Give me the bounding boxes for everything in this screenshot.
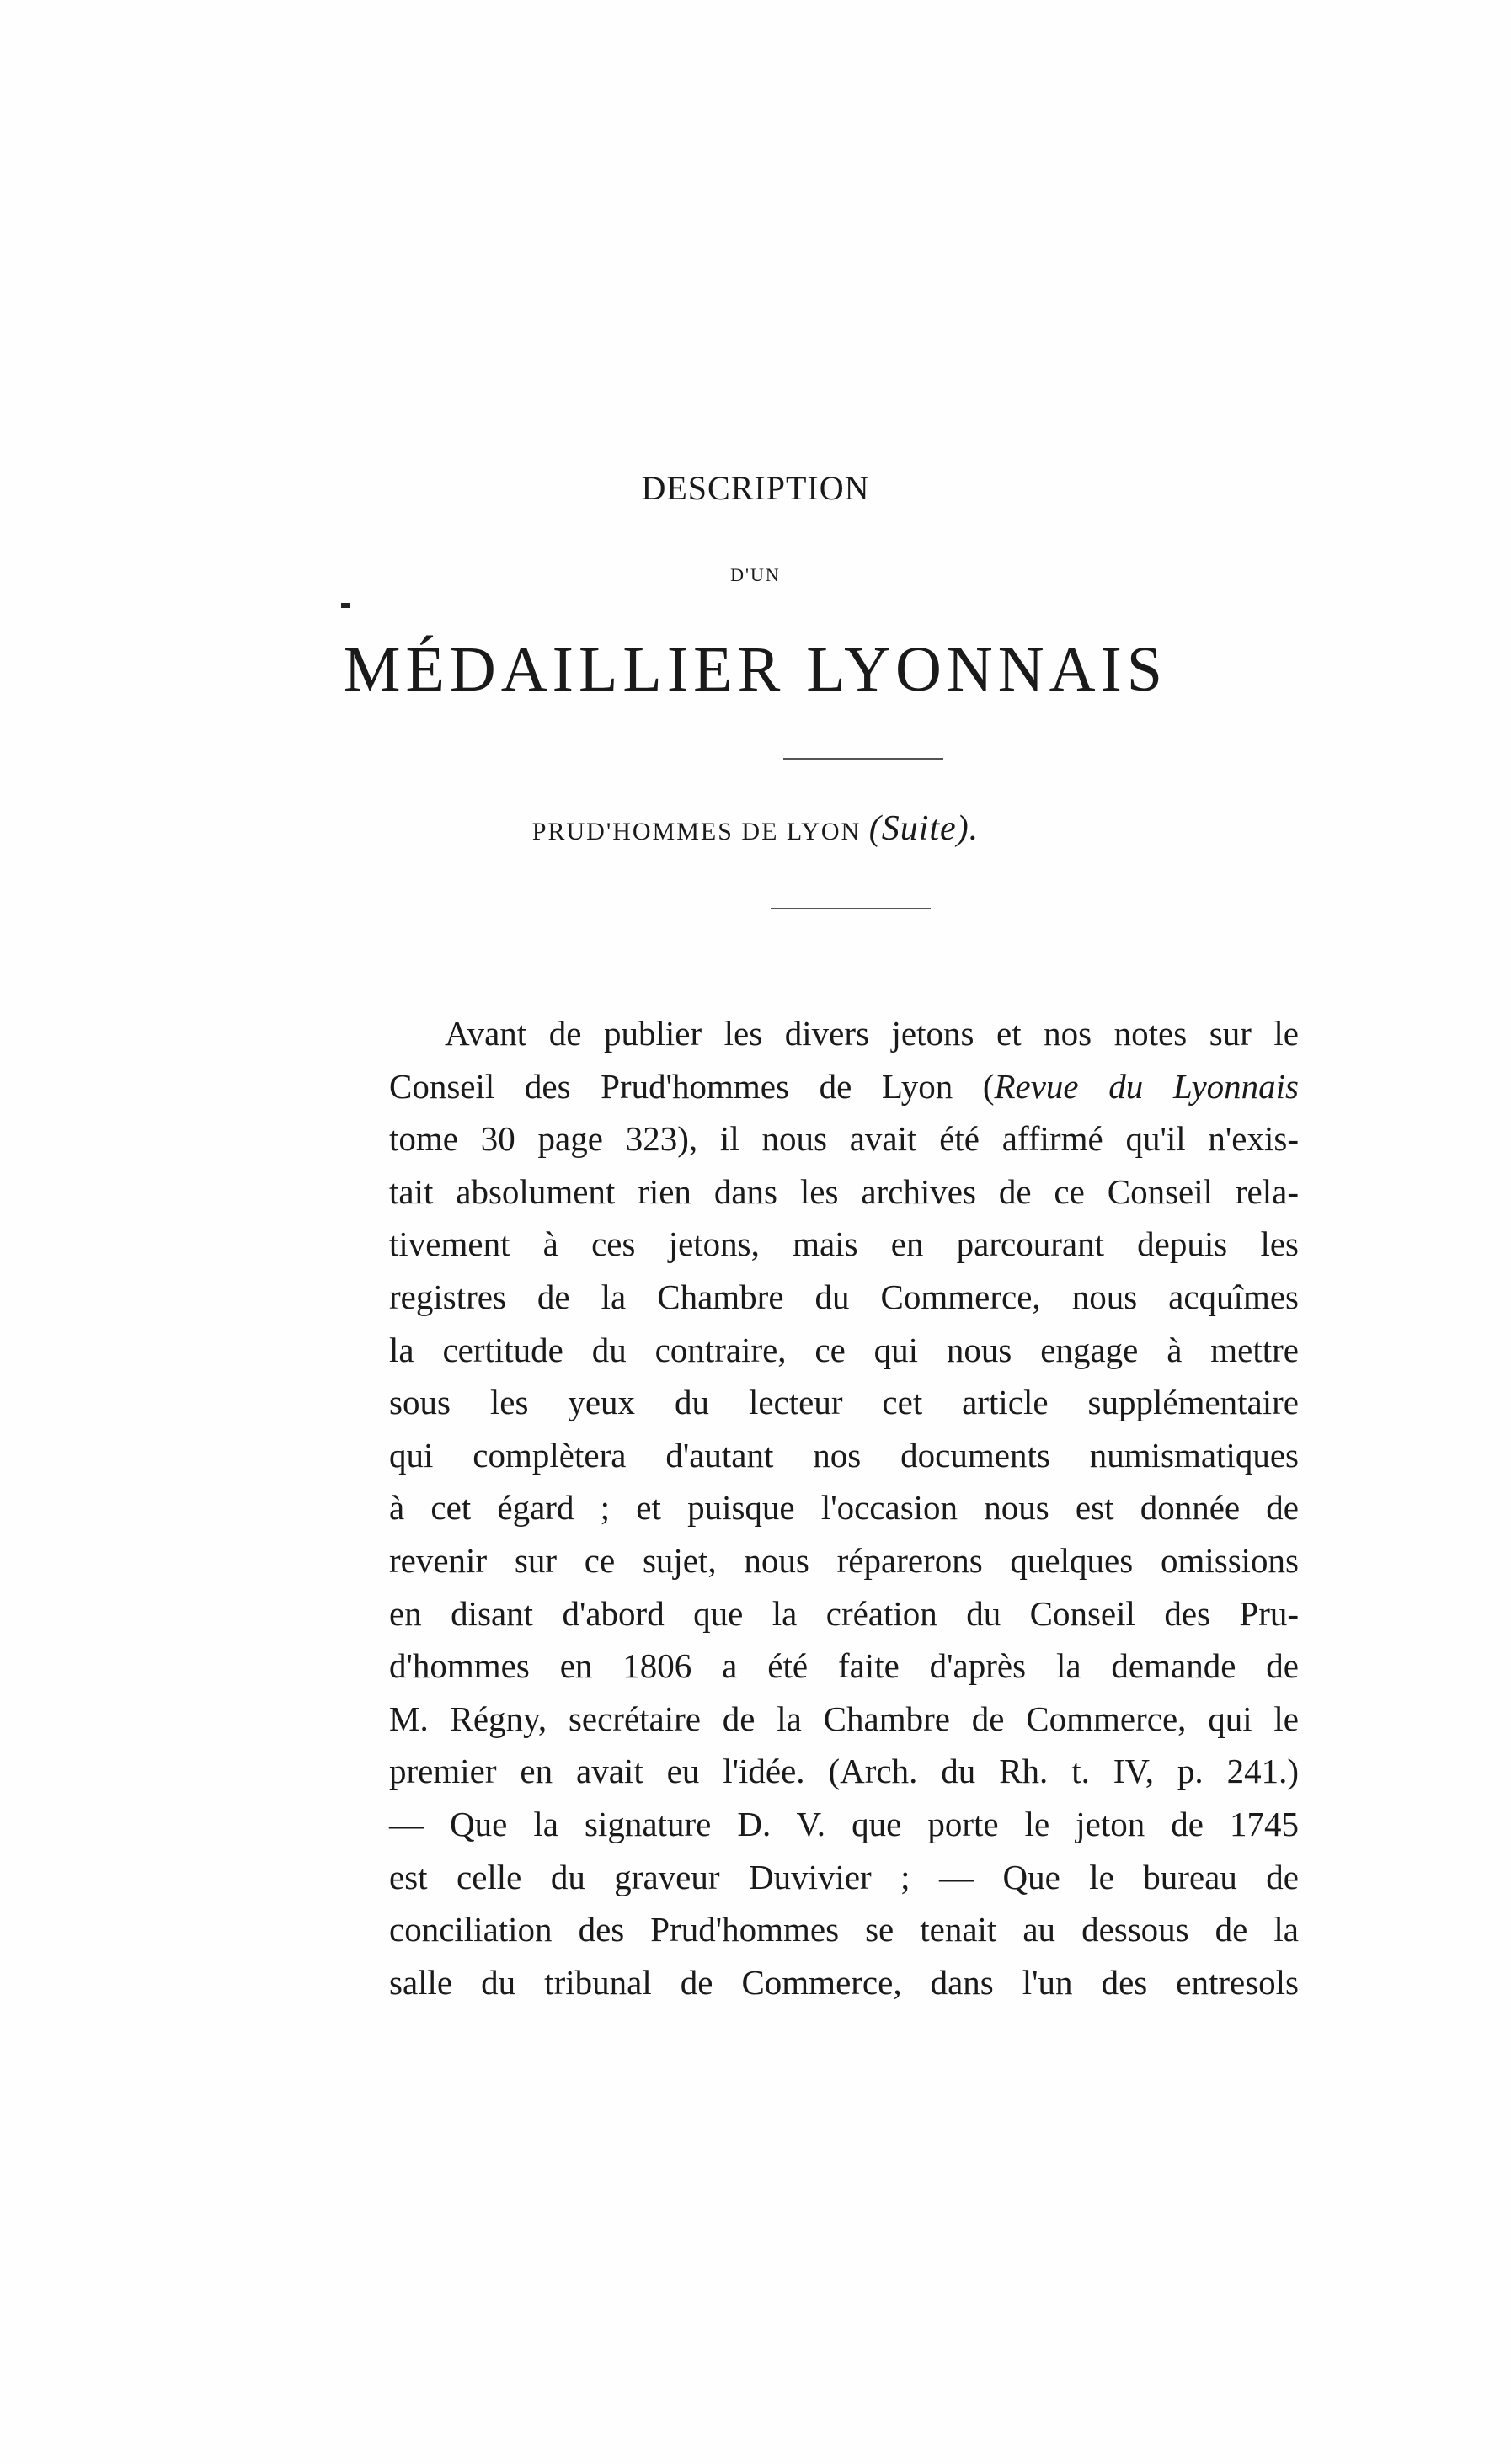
margin-mark bbox=[341, 603, 350, 608]
journal-title: Revue du Lyonnais bbox=[994, 1066, 1299, 1106]
subheading-text: PRUD'HOMMES DE LYON bbox=[531, 818, 862, 845]
heading-dun: D'UN bbox=[730, 564, 781, 585]
text-line: registres de la Chambre du Commerce, nous acquîmes bbox=[389, 1277, 1299, 1316]
text-line: est celle du graveur Duvivier ; — Que le bureau de bbox=[389, 1857, 1299, 1896]
text-line: tome 30 page 323), il nous avait été affirmé qu'il n'exis- bbox=[389, 1119, 1299, 1159]
heading-description: DESCRIPTION bbox=[641, 469, 870, 507]
text-line: salle du tribunal de Commerce, dans l'un des entresols bbox=[389, 1962, 1299, 2002]
text-line: qui complètera d'autant nos documents numismatiques bbox=[389, 1435, 1299, 1475]
text-line bbox=[389, 1060, 1299, 1113]
text-line: d'hommes en 1806 a été faite d'après la demande de bbox=[389, 1646, 1299, 1686]
text-line: sous les yeux du lecteur cet article supplémentaire bbox=[389, 1383, 1299, 1422]
body-paragraph bbox=[389, 1007, 1299, 2008]
text-line-start: Conseil des Prud'hommes de Lyon ( bbox=[389, 1066, 995, 1106]
subheading bbox=[0, 808, 1511, 849]
text-line: à cet égard ; et puisque l'occasion nous est donnée de bbox=[389, 1488, 1299, 1528]
text-line: la certitude du contraire, ce qui nous engage à mettre bbox=[389, 1330, 1299, 1369]
text-line: tivement à ces jetons, mais en parcourant depuis les bbox=[389, 1224, 1299, 1264]
divider-top bbox=[783, 758, 943, 760]
page-title: MÉDAILLIER LYONNAIS bbox=[343, 634, 1168, 705]
text-line: conciliation des Prud'hommes se tenait au dessous de la bbox=[389, 1910, 1299, 1949]
text-line: — Que la signature D. V. que porte le jeton de 1745 bbox=[389, 1804, 1299, 1843]
text-line: tait absolument rien dans les archives de ce Conseil rela- bbox=[389, 1171, 1299, 1211]
subheading-suite: (Suite). bbox=[868, 809, 980, 848]
divider-bottom bbox=[771, 908, 931, 909]
text-line: en disant d'abord que la création du Conseil des Pru- bbox=[389, 1593, 1299, 1633]
text-line: M. Régny, secrétaire de la Chambre de Commerce, qui le bbox=[389, 1699, 1299, 1738]
text-line: revenir sur ce sujet, nous réparerons quelques omissions bbox=[389, 1540, 1299, 1580]
text-line: premier en avait eu l'idée. (Arch. du Rh. t. IV, p. 241.) bbox=[389, 1752, 1299, 1791]
text-line: Avant de publier les divers jetons et nos notes sur le bbox=[445, 1014, 1299, 1053]
